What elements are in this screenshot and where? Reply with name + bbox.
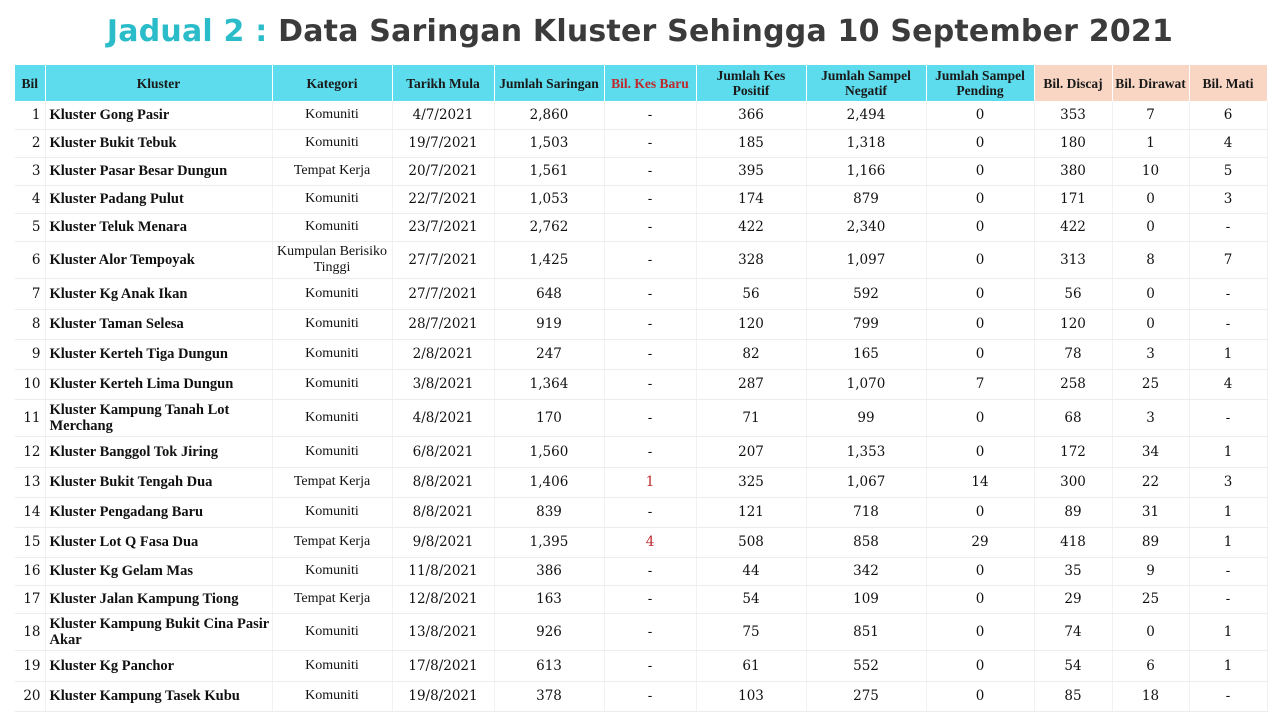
- cell-kategori: Komuniti: [272, 309, 392, 339]
- cell-kluster: Kluster Alor Tempoyak: [45, 241, 272, 278]
- cell-kluster: Kluster Banggol Tok Jiring: [45, 436, 272, 467]
- cell-tarikh-mula: 2/8/2021: [392, 339, 494, 369]
- cell-bil-dirawat: 31: [1112, 497, 1189, 527]
- cell-kluster: Kluster Gong Pasir: [45, 101, 272, 129]
- table-row: [15, 527, 1267, 557]
- cell-bil-discaj: 120: [1034, 309, 1112, 339]
- cell-bil-discaj: 54: [1034, 650, 1112, 681]
- cell-kluster: Kluster Pasar Besar Dungun: [45, 157, 272, 185]
- cell-bil-kes-baru: -: [604, 129, 696, 157]
- header-jumlah-sampel-pending: Jumlah Sampel Pending: [926, 65, 1034, 101]
- cell-bil-mati: -: [1189, 278, 1267, 309]
- cell-jumlah-sampel-negatif: 99: [806, 399, 926, 436]
- cell-bil-discaj: 418: [1034, 527, 1112, 557]
- cell-kategori: Komuniti: [272, 185, 392, 213]
- cell-bil-kes-baru: -: [604, 309, 696, 339]
- cell-tarikh-mula: 6/8/2021: [392, 436, 494, 467]
- table-row: [15, 557, 1267, 585]
- table-row: [15, 309, 1267, 339]
- cell-jumlah-sampel-negatif: 342: [806, 557, 926, 585]
- cell-jumlah-saringan: 1,406: [494, 467, 604, 497]
- cell-kategori: Komuniti: [272, 213, 392, 241]
- cell-jumlah-sampel-pending: 0: [926, 585, 1034, 613]
- cell-bil: 7: [15, 278, 45, 309]
- cell-bil-dirawat: 25: [1112, 369, 1189, 399]
- cell-jumlah-sampel-negatif: 799: [806, 309, 926, 339]
- cell-jumlah-sampel-negatif: 1,318: [806, 129, 926, 157]
- cell-bil: 16: [15, 557, 45, 585]
- cell-jumlah-sampel-negatif: 2,494: [806, 101, 926, 129]
- table-row: [15, 650, 1267, 681]
- cell-bil-kes-baru: -: [604, 213, 696, 241]
- cell-bil-kes-baru: -: [604, 278, 696, 309]
- cell-tarikh-mula: 19/8/2021: [392, 681, 494, 711]
- cell-bil: 5: [15, 213, 45, 241]
- cell-bil-discaj: 172: [1034, 436, 1112, 467]
- cell-bil-mati: 1: [1189, 436, 1267, 467]
- cell-kluster: Kluster Lot Q Fasa Dua: [45, 527, 272, 557]
- cell-bil-mati: 1: [1189, 650, 1267, 681]
- cell-kategori: Tempat Kerja: [272, 527, 392, 557]
- header-bil: Bil: [15, 65, 45, 101]
- cell-kategori: Komuniti: [272, 557, 392, 585]
- cell-tarikh-mula: 11/8/2021: [392, 557, 494, 585]
- cell-jumlah-sampel-pending: 0: [926, 650, 1034, 681]
- cell-bil: 10: [15, 369, 45, 399]
- cell-bil-mati: 1: [1189, 613, 1267, 650]
- cell-bil-dirawat: 8: [1112, 241, 1189, 278]
- table-row: [15, 213, 1267, 241]
- cell-kluster: Kluster Jalan Kampung Tiong: [45, 585, 272, 613]
- cell-jumlah-sampel-pending: 0: [926, 339, 1034, 369]
- cell-bil-kes-baru: 1: [604, 467, 696, 497]
- cell-bil-dirawat: 10: [1112, 157, 1189, 185]
- table-row: [15, 585, 1267, 613]
- cell-jumlah-sampel-pending: 0: [926, 101, 1034, 129]
- cell-kategori: Kumpulan Berisiko Tinggi: [272, 241, 392, 278]
- cell-jumlah-saringan: 648: [494, 278, 604, 309]
- cell-bil-discaj: 35: [1034, 557, 1112, 585]
- cell-kluster: Kluster Teluk Menara: [45, 213, 272, 241]
- cell-bil: 18: [15, 613, 45, 650]
- cell-kategori: Komuniti: [272, 369, 392, 399]
- cell-jumlah-kes-positif: 120: [696, 309, 806, 339]
- cell-kluster: Kluster Kg Anak Ikan: [45, 278, 272, 309]
- cell-jumlah-sampel-pending: 0: [926, 185, 1034, 213]
- cell-bil-mati: 4: [1189, 129, 1267, 157]
- cell-kluster: Kluster Kampung Bukit Cina Pasir Akar: [45, 613, 272, 650]
- cell-bil-discaj: 29: [1034, 585, 1112, 613]
- cell-bil-discaj: 78: [1034, 339, 1112, 369]
- cell-tarikh-mula: 3/8/2021: [392, 369, 494, 399]
- cell-jumlah-kes-positif: 61: [696, 650, 806, 681]
- cell-bil-kes-baru: -: [604, 339, 696, 369]
- table-row: [15, 399, 1267, 436]
- cell-jumlah-saringan: 386: [494, 557, 604, 585]
- cell-tarikh-mula: 12/8/2021: [392, 585, 494, 613]
- cell-jumlah-saringan: 247: [494, 339, 604, 369]
- cell-jumlah-kes-positif: 328: [696, 241, 806, 278]
- cell-jumlah-kes-positif: 325: [696, 467, 806, 497]
- cell-kategori: Tempat Kerja: [272, 467, 392, 497]
- cell-jumlah-sampel-negatif: 1,070: [806, 369, 926, 399]
- cell-kategori: Komuniti: [272, 399, 392, 436]
- cell-bil-mati: 5: [1189, 157, 1267, 185]
- header-kluster: Kluster: [45, 65, 272, 101]
- cell-bil-discaj: 56: [1034, 278, 1112, 309]
- cell-kategori: Komuniti: [272, 497, 392, 527]
- cell-bil-kes-baru: -: [604, 369, 696, 399]
- cell-bil: 2: [15, 129, 45, 157]
- cell-kluster: Kluster Kampung Tasek Kubu: [45, 681, 272, 711]
- cell-bil: 9: [15, 339, 45, 369]
- cell-jumlah-saringan: 1,560: [494, 436, 604, 467]
- cell-bil-kes-baru: -: [604, 497, 696, 527]
- cell-bil-dirawat: 25: [1112, 585, 1189, 613]
- cell-jumlah-sampel-negatif: 1,067: [806, 467, 926, 497]
- cell-bil: 14: [15, 497, 45, 527]
- cell-tarikh-mula: 4/7/2021: [392, 101, 494, 129]
- table-row: [15, 613, 1267, 650]
- cell-kluster: Kluster Bukit Tengah Dua: [45, 467, 272, 497]
- cell-kategori: Tempat Kerja: [272, 157, 392, 185]
- cell-tarikh-mula: 20/7/2021: [392, 157, 494, 185]
- header-jumlah-sampel-negatif: Jumlah Sampel Negatif: [806, 65, 926, 101]
- cell-bil-discaj: 422: [1034, 213, 1112, 241]
- cell-jumlah-sampel-pending: 0: [926, 436, 1034, 467]
- table-row: [15, 278, 1267, 309]
- cell-jumlah-saringan: 1,395: [494, 527, 604, 557]
- table-header-row: [15, 65, 1267, 101]
- cell-kategori: Komuniti: [272, 101, 392, 129]
- cell-bil-kes-baru: -: [604, 399, 696, 436]
- cell-jumlah-kes-positif: 395: [696, 157, 806, 185]
- cell-bil: 20: [15, 681, 45, 711]
- cell-bil-kes-baru: -: [604, 157, 696, 185]
- cell-jumlah-saringan: 2,762: [494, 213, 604, 241]
- cell-bil-discaj: 171: [1034, 185, 1112, 213]
- cell-kategori: Komuniti: [272, 650, 392, 681]
- header-bil-discaj: Bil. Discaj: [1034, 65, 1112, 101]
- cell-bil-kes-baru: -: [604, 101, 696, 129]
- cell-bil-mati: 7: [1189, 241, 1267, 278]
- cell-tarikh-mula: 27/7/2021: [392, 278, 494, 309]
- cell-jumlah-sampel-pending: 0: [926, 213, 1034, 241]
- cell-bil-mati: 4: [1189, 369, 1267, 399]
- cell-jumlah-kes-positif: 44: [696, 557, 806, 585]
- table-row: [15, 369, 1267, 399]
- cell-tarikh-mula: 28/7/2021: [392, 309, 494, 339]
- cell-bil-dirawat: 18: [1112, 681, 1189, 711]
- cell-jumlah-sampel-negatif: 275: [806, 681, 926, 711]
- cell-bil: 12: [15, 436, 45, 467]
- cell-bil: 19: [15, 650, 45, 681]
- cell-jumlah-sampel-negatif: 109: [806, 585, 926, 613]
- cell-bil-dirawat: 34: [1112, 436, 1189, 467]
- cell-jumlah-sampel-pending: 0: [926, 681, 1034, 711]
- cell-jumlah-kes-positif: 71: [696, 399, 806, 436]
- header-tarikh-mula: Tarikh Mula: [392, 65, 494, 101]
- cell-bil-dirawat: 0: [1112, 613, 1189, 650]
- cell-bil-mati: 3: [1189, 467, 1267, 497]
- cell-bil-kes-baru: -: [604, 613, 696, 650]
- cell-jumlah-kes-positif: 56: [696, 278, 806, 309]
- cell-kluster: Kluster Padang Pulut: [45, 185, 272, 213]
- cell-tarikh-mula: 13/8/2021: [392, 613, 494, 650]
- cell-bil-mati: -: [1189, 309, 1267, 339]
- cell-bil-mati: -: [1189, 213, 1267, 241]
- page-title: [0, 14, 1280, 49]
- cell-jumlah-sampel-negatif: 165: [806, 339, 926, 369]
- cell-bil-discaj: 89: [1034, 497, 1112, 527]
- header-bil-kes-baru: Bil. Kes Baru: [604, 65, 696, 101]
- cluster-table: [15, 65, 1268, 712]
- table-row: [15, 436, 1267, 467]
- cell-jumlah-sampel-negatif: 1,166: [806, 157, 926, 185]
- cell-jumlah-saringan: 1,503: [494, 129, 604, 157]
- header-bil-mati: Bil. Mati: [1189, 65, 1267, 101]
- cell-bil-dirawat: 6: [1112, 650, 1189, 681]
- cell-jumlah-kes-positif: 54: [696, 585, 806, 613]
- cell-bil-kes-baru: -: [604, 557, 696, 585]
- table-row: [15, 497, 1267, 527]
- cell-bil-discaj: 380: [1034, 157, 1112, 185]
- cell-kluster: Kluster Kerteh Lima Dungun: [45, 369, 272, 399]
- header-kategori: Kategori: [272, 65, 392, 101]
- table-row: [15, 157, 1267, 185]
- cell-jumlah-kes-positif: 174: [696, 185, 806, 213]
- cell-tarikh-mula: 23/7/2021: [392, 213, 494, 241]
- cell-jumlah-sampel-pending: 0: [926, 241, 1034, 278]
- cell-bil: 3: [15, 157, 45, 185]
- cell-jumlah-saringan: 919: [494, 309, 604, 339]
- cell-bil: 15: [15, 527, 45, 557]
- cell-kluster: Kluster Bukit Tebuk: [45, 129, 272, 157]
- cell-jumlah-sampel-pending: 0: [926, 399, 1034, 436]
- cell-jumlah-sampel-pending: 0: [926, 309, 1034, 339]
- cell-bil-discaj: 85: [1034, 681, 1112, 711]
- cell-bil-dirawat: 7: [1112, 101, 1189, 129]
- cell-bil-dirawat: 89: [1112, 527, 1189, 557]
- cell-kategori: Komuniti: [272, 129, 392, 157]
- cell-bil-mati: 1: [1189, 339, 1267, 369]
- cell-bil-dirawat: 0: [1112, 309, 1189, 339]
- cell-bil-mati: 6: [1189, 101, 1267, 129]
- table-row: [15, 681, 1267, 711]
- cell-jumlah-kes-positif: 508: [696, 527, 806, 557]
- table-row: [15, 185, 1267, 213]
- cell-jumlah-sampel-negatif: 879: [806, 185, 926, 213]
- cell-jumlah-sampel-pending: 29: [926, 527, 1034, 557]
- cell-bil-discaj: 74: [1034, 613, 1112, 650]
- cell-jumlah-sampel-pending: 14: [926, 467, 1034, 497]
- cell-jumlah-kes-positif: 103: [696, 681, 806, 711]
- cell-bil-dirawat: 3: [1112, 399, 1189, 436]
- cell-jumlah-kes-positif: 121: [696, 497, 806, 527]
- cell-bil: 13: [15, 467, 45, 497]
- cell-jumlah-kes-positif: 82: [696, 339, 806, 369]
- cell-tarikh-mula: 27/7/2021: [392, 241, 494, 278]
- cell-kategori: Komuniti: [272, 339, 392, 369]
- cell-bil-discaj: 353: [1034, 101, 1112, 129]
- cell-kluster: Kluster Kampung Tanah Lot Merchang: [45, 399, 272, 436]
- cell-bil-discaj: 300: [1034, 467, 1112, 497]
- cell-jumlah-sampel-negatif: 1,097: [806, 241, 926, 278]
- cell-bil-kes-baru: -: [604, 436, 696, 467]
- cell-bil-dirawat: 0: [1112, 185, 1189, 213]
- table-row: [15, 101, 1267, 129]
- cell-bil-kes-baru: 4: [604, 527, 696, 557]
- cell-tarikh-mula: 4/8/2021: [392, 399, 494, 436]
- cell-jumlah-sampel-pending: 0: [926, 157, 1034, 185]
- cell-jumlah-sampel-pending: 0: [926, 129, 1034, 157]
- cell-bil: 4: [15, 185, 45, 213]
- cell-jumlah-sampel-negatif: 2,340: [806, 213, 926, 241]
- cell-bil: 1: [15, 101, 45, 129]
- cell-jumlah-sampel-pending: 0: [926, 557, 1034, 585]
- cell-bil-dirawat: 22: [1112, 467, 1189, 497]
- cell-jumlah-saringan: 163: [494, 585, 604, 613]
- cell-bil-kes-baru: -: [604, 650, 696, 681]
- cell-bil-dirawat: 9: [1112, 557, 1189, 585]
- cell-bil: 11: [15, 399, 45, 436]
- table-row: [15, 241, 1267, 278]
- cell-kategori: Tempat Kerja: [272, 585, 392, 613]
- cell-jumlah-saringan: 926: [494, 613, 604, 650]
- cell-jumlah-saringan: 613: [494, 650, 604, 681]
- cell-bil-dirawat: 0: [1112, 213, 1189, 241]
- title-prefix: Jadual 2 :: [106, 14, 268, 49]
- table-body: [15, 101, 1267, 711]
- cell-tarikh-mula: 8/8/2021: [392, 497, 494, 527]
- cell-kategori: Komuniti: [272, 436, 392, 467]
- cell-jumlah-sampel-negatif: 851: [806, 613, 926, 650]
- cell-tarikh-mula: 17/8/2021: [392, 650, 494, 681]
- cell-bil-mati: 1: [1189, 527, 1267, 557]
- cell-bil-dirawat: 0: [1112, 278, 1189, 309]
- cell-kluster: Kluster Pengadang Baru: [45, 497, 272, 527]
- cell-bil-mati: -: [1189, 681, 1267, 711]
- cell-jumlah-sampel-pending: 0: [926, 497, 1034, 527]
- cell-bil-discaj: 258: [1034, 369, 1112, 399]
- cell-bil-kes-baru: -: [604, 185, 696, 213]
- cell-jumlah-sampel-pending: 0: [926, 278, 1034, 309]
- cell-jumlah-sampel-pending: 0: [926, 613, 1034, 650]
- cell-bil-mati: 3: [1189, 185, 1267, 213]
- cell-bil: 17: [15, 585, 45, 613]
- cell-bil: 8: [15, 309, 45, 339]
- cell-kluster: Kluster Kg Gelam Mas: [45, 557, 272, 585]
- cell-bil-dirawat: 1: [1112, 129, 1189, 157]
- table-row: [15, 129, 1267, 157]
- cell-bil-mati: -: [1189, 399, 1267, 436]
- cell-bil-kes-baru: -: [604, 585, 696, 613]
- cell-bil: 6: [15, 241, 45, 278]
- cell-jumlah-saringan: 1,053: [494, 185, 604, 213]
- cell-jumlah-sampel-negatif: 858: [806, 527, 926, 557]
- cell-jumlah-saringan: 1,364: [494, 369, 604, 399]
- cell-bil-discaj: 180: [1034, 129, 1112, 157]
- cell-jumlah-sampel-negatif: 718: [806, 497, 926, 527]
- cell-jumlah-kes-positif: 207: [696, 436, 806, 467]
- cell-bil-dirawat: 3: [1112, 339, 1189, 369]
- cell-jumlah-saringan: 2,860: [494, 101, 604, 129]
- cell-kategori: Komuniti: [272, 681, 392, 711]
- cell-jumlah-kes-positif: 422: [696, 213, 806, 241]
- cell-jumlah-kes-positif: 287: [696, 369, 806, 399]
- cell-jumlah-kes-positif: 185: [696, 129, 806, 157]
- cell-kluster: Kluster Kerteh Tiga Dungun: [45, 339, 272, 369]
- cell-kategori: Komuniti: [272, 278, 392, 309]
- cell-jumlah-sampel-negatif: 592: [806, 278, 926, 309]
- cell-jumlah-saringan: 1,425: [494, 241, 604, 278]
- cell-bil-discaj: 68: [1034, 399, 1112, 436]
- cell-kluster: Kluster Kg Panchor: [45, 650, 272, 681]
- cell-bil-mati: -: [1189, 585, 1267, 613]
- header-jumlah-kes-positif: Jumlah Kes Positif: [696, 65, 806, 101]
- cell-tarikh-mula: 19/7/2021: [392, 129, 494, 157]
- cell-jumlah-kes-positif: 75: [696, 613, 806, 650]
- cell-jumlah-sampel-negatif: 1,353: [806, 436, 926, 467]
- header-jumlah-saringan: Jumlah Saringan: [494, 65, 604, 101]
- cell-jumlah-saringan: 1,561: [494, 157, 604, 185]
- table-row: [15, 467, 1267, 497]
- cell-jumlah-saringan: 839: [494, 497, 604, 527]
- cell-bil-mati: 1: [1189, 497, 1267, 527]
- cell-bil-discaj: 313: [1034, 241, 1112, 278]
- title-main: Data Saringan Kluster Sehingga 10 September 2021: [278, 14, 1174, 49]
- cell-kluster: Kluster Taman Selesa: [45, 309, 272, 339]
- cell-tarikh-mula: 22/7/2021: [392, 185, 494, 213]
- table-row: [15, 339, 1267, 369]
- cell-bil-kes-baru: -: [604, 681, 696, 711]
- cell-bil-kes-baru: -: [604, 241, 696, 278]
- cell-jumlah-sampel-negatif: 552: [806, 650, 926, 681]
- cell-bil-mati: -: [1189, 557, 1267, 585]
- cell-jumlah-saringan: 378: [494, 681, 604, 711]
- cell-kategori: Komuniti: [272, 613, 392, 650]
- cell-tarikh-mula: 9/8/2021: [392, 527, 494, 557]
- cell-tarikh-mula: 8/8/2021: [392, 467, 494, 497]
- cell-jumlah-kes-positif: 366: [696, 101, 806, 129]
- header-bil-dirawat: Bil. Dirawat: [1112, 65, 1189, 101]
- cell-jumlah-sampel-pending: 7: [926, 369, 1034, 399]
- cell-jumlah-saringan: 170: [494, 399, 604, 436]
